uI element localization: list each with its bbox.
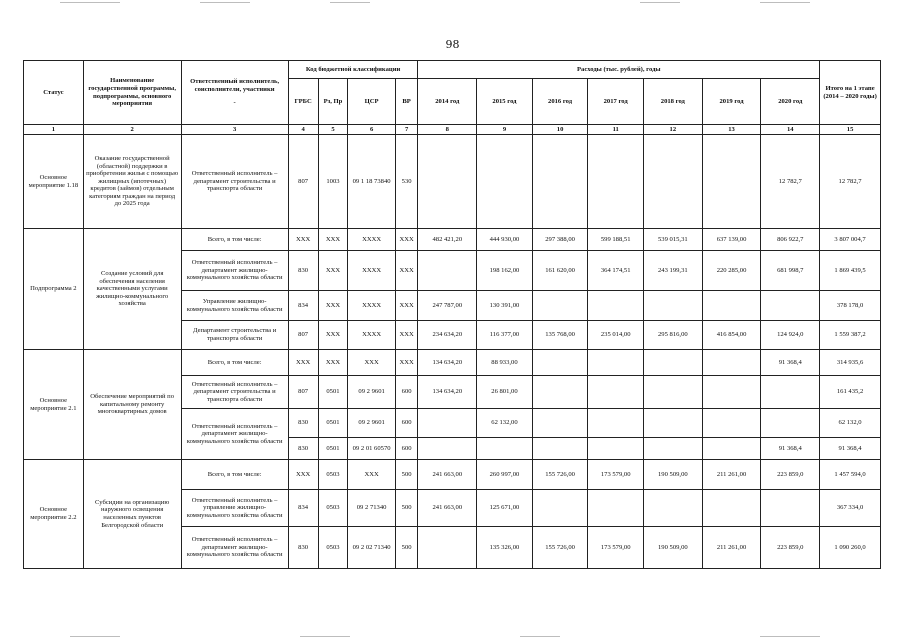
csr-cell: ХХХХ [348, 251, 395, 291]
amount-2016 [532, 376, 588, 409]
amount-2020: 223 859,0 [761, 527, 820, 569]
amount-2015 [477, 135, 533, 229]
amount-2018: 243 199,31 [643, 251, 702, 291]
header-year-2019: 2019 год [702, 79, 761, 125]
rzpr-cell: 0503 [318, 527, 348, 569]
amount-2019 [702, 409, 761, 438]
header-csr: ЦСР [348, 79, 395, 125]
amount-2015: 444 930,00 [477, 229, 533, 251]
column-number: 9 [477, 125, 533, 135]
amount-2015: 62 132,00 [477, 409, 533, 438]
vr-cell: ХХХ [395, 229, 418, 251]
amount-2020: 91 368,4 [761, 350, 820, 376]
amount-2014 [418, 409, 477, 438]
bottom-edge-rule [70, 636, 120, 637]
grbs-cell: 807 [288, 135, 318, 229]
csr-cell: ХХХ [348, 350, 395, 376]
grbs-cell: ХХХ [288, 460, 318, 490]
grbs-cell: 807 [288, 376, 318, 409]
amount-2015: 26 801,00 [477, 376, 533, 409]
header-expenses: Расходы (тыс. рублей), годы [418, 61, 820, 79]
amount-2018: 190 509,00 [643, 460, 702, 490]
amount-total: 1 559 387,2 [820, 321, 881, 350]
vr-cell: 600 [395, 376, 418, 409]
amount-2018 [643, 409, 702, 438]
amount-2019 [702, 135, 761, 229]
amount-2019 [702, 350, 761, 376]
vr-cell: 600 [395, 409, 418, 438]
amount-2020 [761, 409, 820, 438]
rzpr-cell: 0503 [318, 490, 348, 527]
csr-cell: ХХХХ [348, 291, 395, 321]
vr-cell: ХХХ [395, 251, 418, 291]
amount-2019 [702, 376, 761, 409]
amount-2017: 364 174,51 [588, 251, 644, 291]
amount-2017: 235 014,00 [588, 321, 644, 350]
rzpr-cell: ХХХ [318, 229, 348, 251]
amount-2015: 135 326,00 [477, 527, 533, 569]
vr-cell: 500 [395, 490, 418, 527]
column-number: 10 [532, 125, 588, 135]
amount-2017: 173 579,00 [588, 460, 644, 490]
amount-2014 [418, 438, 477, 460]
amount-2017 [588, 135, 644, 229]
csr-cell: 09 2 9601 [348, 376, 395, 409]
amount-2017: 599 188,51 [588, 229, 644, 251]
amount-2015: 116 377,00 [477, 321, 533, 350]
amount-2015: 260 997,00 [477, 460, 533, 490]
amount-2018: 190 509,00 [643, 527, 702, 569]
column-number: 11 [588, 125, 644, 135]
amount-total: 314 935,6 [820, 350, 881, 376]
amount-2015: 125 671,00 [477, 490, 533, 527]
table-row [24, 229, 881, 251]
header-vr: ВР [395, 79, 418, 125]
amount-2017 [588, 291, 644, 321]
page-number: 98 [445, 38, 460, 51]
amount-2016 [532, 409, 588, 438]
amount-2018 [643, 376, 702, 409]
header-status: Статус [24, 61, 84, 125]
amount-2019 [702, 490, 761, 527]
bottom-edge-rule [520, 636, 560, 637]
header-year-2018: 2018 год [643, 79, 702, 125]
amount-2014: 241 663,00 [418, 490, 477, 527]
amount-2015: 88 933,00 [477, 350, 533, 376]
amount-2018: 539 015,31 [643, 229, 702, 251]
amount-2018 [643, 291, 702, 321]
amount-2020 [761, 490, 820, 527]
top-edge-rule [60, 2, 120, 3]
column-number: 2 [83, 125, 181, 135]
amount-2015: 198 162,00 [477, 251, 533, 291]
amount-total: 161 435,2 [820, 376, 881, 409]
header-executor-label: Ответственный исполнитель, соисполнители, участники [190, 78, 280, 93]
amount-2014: 234 634,20 [418, 321, 477, 350]
amount-2017: 173 579,00 [588, 527, 644, 569]
amount-2019: 211 261,00 [702, 460, 761, 490]
amount-2014: 247 787,00 [418, 291, 477, 321]
amount-total: 62 132,0 [820, 409, 881, 438]
amount-2016: 297 388,00 [532, 229, 588, 251]
amount-2016 [532, 438, 588, 460]
amount-2020: 681 998,7 [761, 251, 820, 291]
amount-2018 [643, 350, 702, 376]
header-executor-dash: - [233, 99, 236, 107]
amount-2017 [588, 490, 644, 527]
amount-total: 367 334,0 [820, 490, 881, 527]
executor-cell: Ответственный исполнитель – департамент жилищно-коммунального хозяйства области [181, 251, 288, 291]
grbs-cell: 834 [288, 291, 318, 321]
amount-2018 [643, 135, 702, 229]
name-cell: Обеспечение мероприятий по капитальному ремонту многоквартирных домов [83, 350, 181, 460]
grbs-cell: ХХХ [288, 229, 318, 251]
rzpr-cell: 0503 [318, 460, 348, 490]
csr-cell: 09 1 18 73840 [348, 135, 395, 229]
amount-2020: 223 859,0 [761, 460, 820, 490]
amount-2017 [588, 438, 644, 460]
vr-cell: ХХХ [395, 321, 418, 350]
table-row [24, 135, 881, 229]
vr-cell: ХХХ [395, 291, 418, 321]
executor-cell: Ответственный исполнитель – департамент строительства и транспорта области [181, 135, 288, 229]
status-cell: Основное мероприятие 2.2 [24, 460, 84, 569]
grbs-cell: 830 [288, 438, 318, 460]
name-cell: Оказание государственной (областной) поддержки в приобретении жилья с помощью жилищных (ипотечных) кредитов (займов) отдельным категориям граждан на период до 2025 года [83, 135, 181, 229]
amount-2019 [702, 438, 761, 460]
amount-2020: 124 924,0 [761, 321, 820, 350]
executor-cell: Всего, в том числе: [181, 460, 288, 490]
column-number: 5 [318, 125, 348, 135]
csr-cell: 09 2 71340 [348, 490, 395, 527]
amount-2014: 134 634,20 [418, 376, 477, 409]
amount-2020 [761, 376, 820, 409]
amount-2014: 482 421,20 [418, 229, 477, 251]
header-budget-code: Код бюджетной классификации [288, 61, 418, 79]
amount-2017 [588, 409, 644, 438]
vr-cell: 600 [395, 438, 418, 460]
amount-2016 [532, 291, 588, 321]
column-number: 7 [395, 125, 418, 135]
rzpr-cell: ХХХ [318, 350, 348, 376]
grbs-cell: ХХХ [288, 350, 318, 376]
column-number: 8 [418, 125, 477, 135]
amount-2014 [418, 251, 477, 291]
rzpr-cell: 1003 [318, 135, 348, 229]
amount-2020: 12 782,7 [761, 135, 820, 229]
amount-total: 1 869 439,5 [820, 251, 881, 291]
amount-2017 [588, 376, 644, 409]
amount-2018: 295 816,00 [643, 321, 702, 350]
header-year-2014: 2014 год [418, 79, 477, 125]
grbs-cell: 834 [288, 490, 318, 527]
bottom-edge-rule [760, 636, 820, 637]
header-year-2020: 2020 год [761, 79, 820, 125]
column-number: 6 [348, 125, 395, 135]
column-number-row [24, 125, 881, 135]
amount-2016: 155 726,00 [532, 460, 588, 490]
column-number: 13 [702, 125, 761, 135]
name-cell: Создание условий для обеспечения населения качественными услугами жилищно-коммунального хозяйства [83, 229, 181, 350]
amount-2019: 416 854,00 [702, 321, 761, 350]
column-number: 1 [24, 125, 84, 135]
amount-2019: 211 261,00 [702, 527, 761, 569]
header-grbs: ГРБС [288, 79, 318, 125]
name-cell: Субсидии на организацию наружного освещения населенных пунктов Белгородской области [83, 460, 181, 569]
column-number: 12 [643, 125, 702, 135]
amount-total: 12 782,7 [820, 135, 881, 229]
executor-cell: Ответственный исполнитель – департамент жилищно-коммунального хозяйства области [181, 409, 288, 460]
amount-total: 1 090 260,0 [820, 527, 881, 569]
column-number: 4 [288, 125, 318, 135]
status-cell: Основное мероприятие 1.18 [24, 135, 84, 229]
csr-cell: ХХХ [348, 460, 395, 490]
grbs-cell: 830 [288, 409, 318, 438]
budget-expenses-table [23, 60, 881, 569]
amount-2016: 135 768,00 [532, 321, 588, 350]
column-number: 14 [761, 125, 820, 135]
amount-2015 [477, 438, 533, 460]
rzpr-cell: 0501 [318, 438, 348, 460]
amount-2015: 130 391,00 [477, 291, 533, 321]
amount-2014 [418, 135, 477, 229]
amount-2014: 134 634,20 [418, 350, 477, 376]
rzpr-cell: 0501 [318, 409, 348, 438]
grbs-cell: 807 [288, 321, 318, 350]
top-edge-rule [330, 2, 370, 3]
vr-cell: 500 [395, 460, 418, 490]
header-name: Наименование государственной программы, подпрограммы, основного мероприятия [83, 61, 181, 125]
amount-2016: 161 620,00 [532, 251, 588, 291]
vr-cell: 530 [395, 135, 418, 229]
grbs-cell: 830 [288, 251, 318, 291]
amount-total: 378 178,0 [820, 291, 881, 321]
executor-cell: Департамент строительства и транспорта области [181, 321, 288, 350]
column-number: 15 [820, 125, 881, 135]
table-row [24, 350, 881, 376]
amount-2020: 91 368,4 [761, 438, 820, 460]
header-total: Итого на 1 этапе (2014 – 2020 годы) [820, 61, 881, 125]
amount-2016 [532, 490, 588, 527]
rzpr-cell: 0501 [318, 376, 348, 409]
executor-cell: Всего, в том числе: [181, 229, 288, 251]
amount-2019: 220 285,00 [702, 251, 761, 291]
amount-2018 [643, 490, 702, 527]
vr-cell: 500 [395, 527, 418, 569]
csr-cell: 09 2 01 60570 [348, 438, 395, 460]
header-year-2016: 2016 год [532, 79, 588, 125]
top-edge-rule [200, 2, 250, 3]
csr-cell: 09 2 9601 [348, 409, 395, 438]
table-row [24, 460, 881, 490]
executor-cell: Ответственный исполнитель – департамент строительства и транспорта области [181, 376, 288, 409]
csr-cell: 09 2 02 71340 [348, 527, 395, 569]
rzpr-cell: ХХХ [318, 321, 348, 350]
amount-total: 3 807 004,7 [820, 229, 881, 251]
amount-2017 [588, 350, 644, 376]
rzpr-cell: ХХХ [318, 251, 348, 291]
amount-total: 91 368,4 [820, 438, 881, 460]
amount-2014 [418, 527, 477, 569]
rzpr-cell: ХХХ [318, 291, 348, 321]
executor-cell: Управление жилищно-коммунального хозяйства области [181, 291, 288, 321]
amount-2019 [702, 291, 761, 321]
amount-2016 [532, 135, 588, 229]
executor-cell: Ответственный исполнитель – управление жилищно-коммунального хозяйства области [181, 490, 288, 527]
header-executor [181, 61, 288, 125]
amount-2016: 155 726,00 [532, 527, 588, 569]
executor-cell: Ответственный исполнитель – департамент жилищно-коммунального хозяйства области [181, 527, 288, 569]
header-year-2015: 2015 год [477, 79, 533, 125]
csr-cell: ХХХХ [348, 321, 395, 350]
amount-2018 [643, 438, 702, 460]
vr-cell: ХХХ [395, 350, 418, 376]
executor-cell: Всего, в том числе: [181, 350, 288, 376]
top-edge-rule [760, 2, 810, 3]
column-number: 3 [181, 125, 288, 135]
header-rz-pr: Рз, Пр [318, 79, 348, 125]
header-year-2017: 2017 год [588, 79, 644, 125]
amount-total: 1 457 594,0 [820, 460, 881, 490]
top-edge-rule [640, 2, 680, 3]
amount-2020 [761, 291, 820, 321]
amount-2020: 806 922,7 [761, 229, 820, 251]
status-cell: Основное мероприятие 2.1 [24, 350, 84, 460]
amount-2014: 241 663,00 [418, 460, 477, 490]
amount-2019: 637 139,00 [702, 229, 761, 251]
bottom-edge-rule [300, 636, 350, 637]
grbs-cell: 830 [288, 527, 318, 569]
amount-2016 [532, 350, 588, 376]
csr-cell: ХХХХ [348, 229, 395, 251]
status-cell: Подпрограмма 2 [24, 229, 84, 350]
